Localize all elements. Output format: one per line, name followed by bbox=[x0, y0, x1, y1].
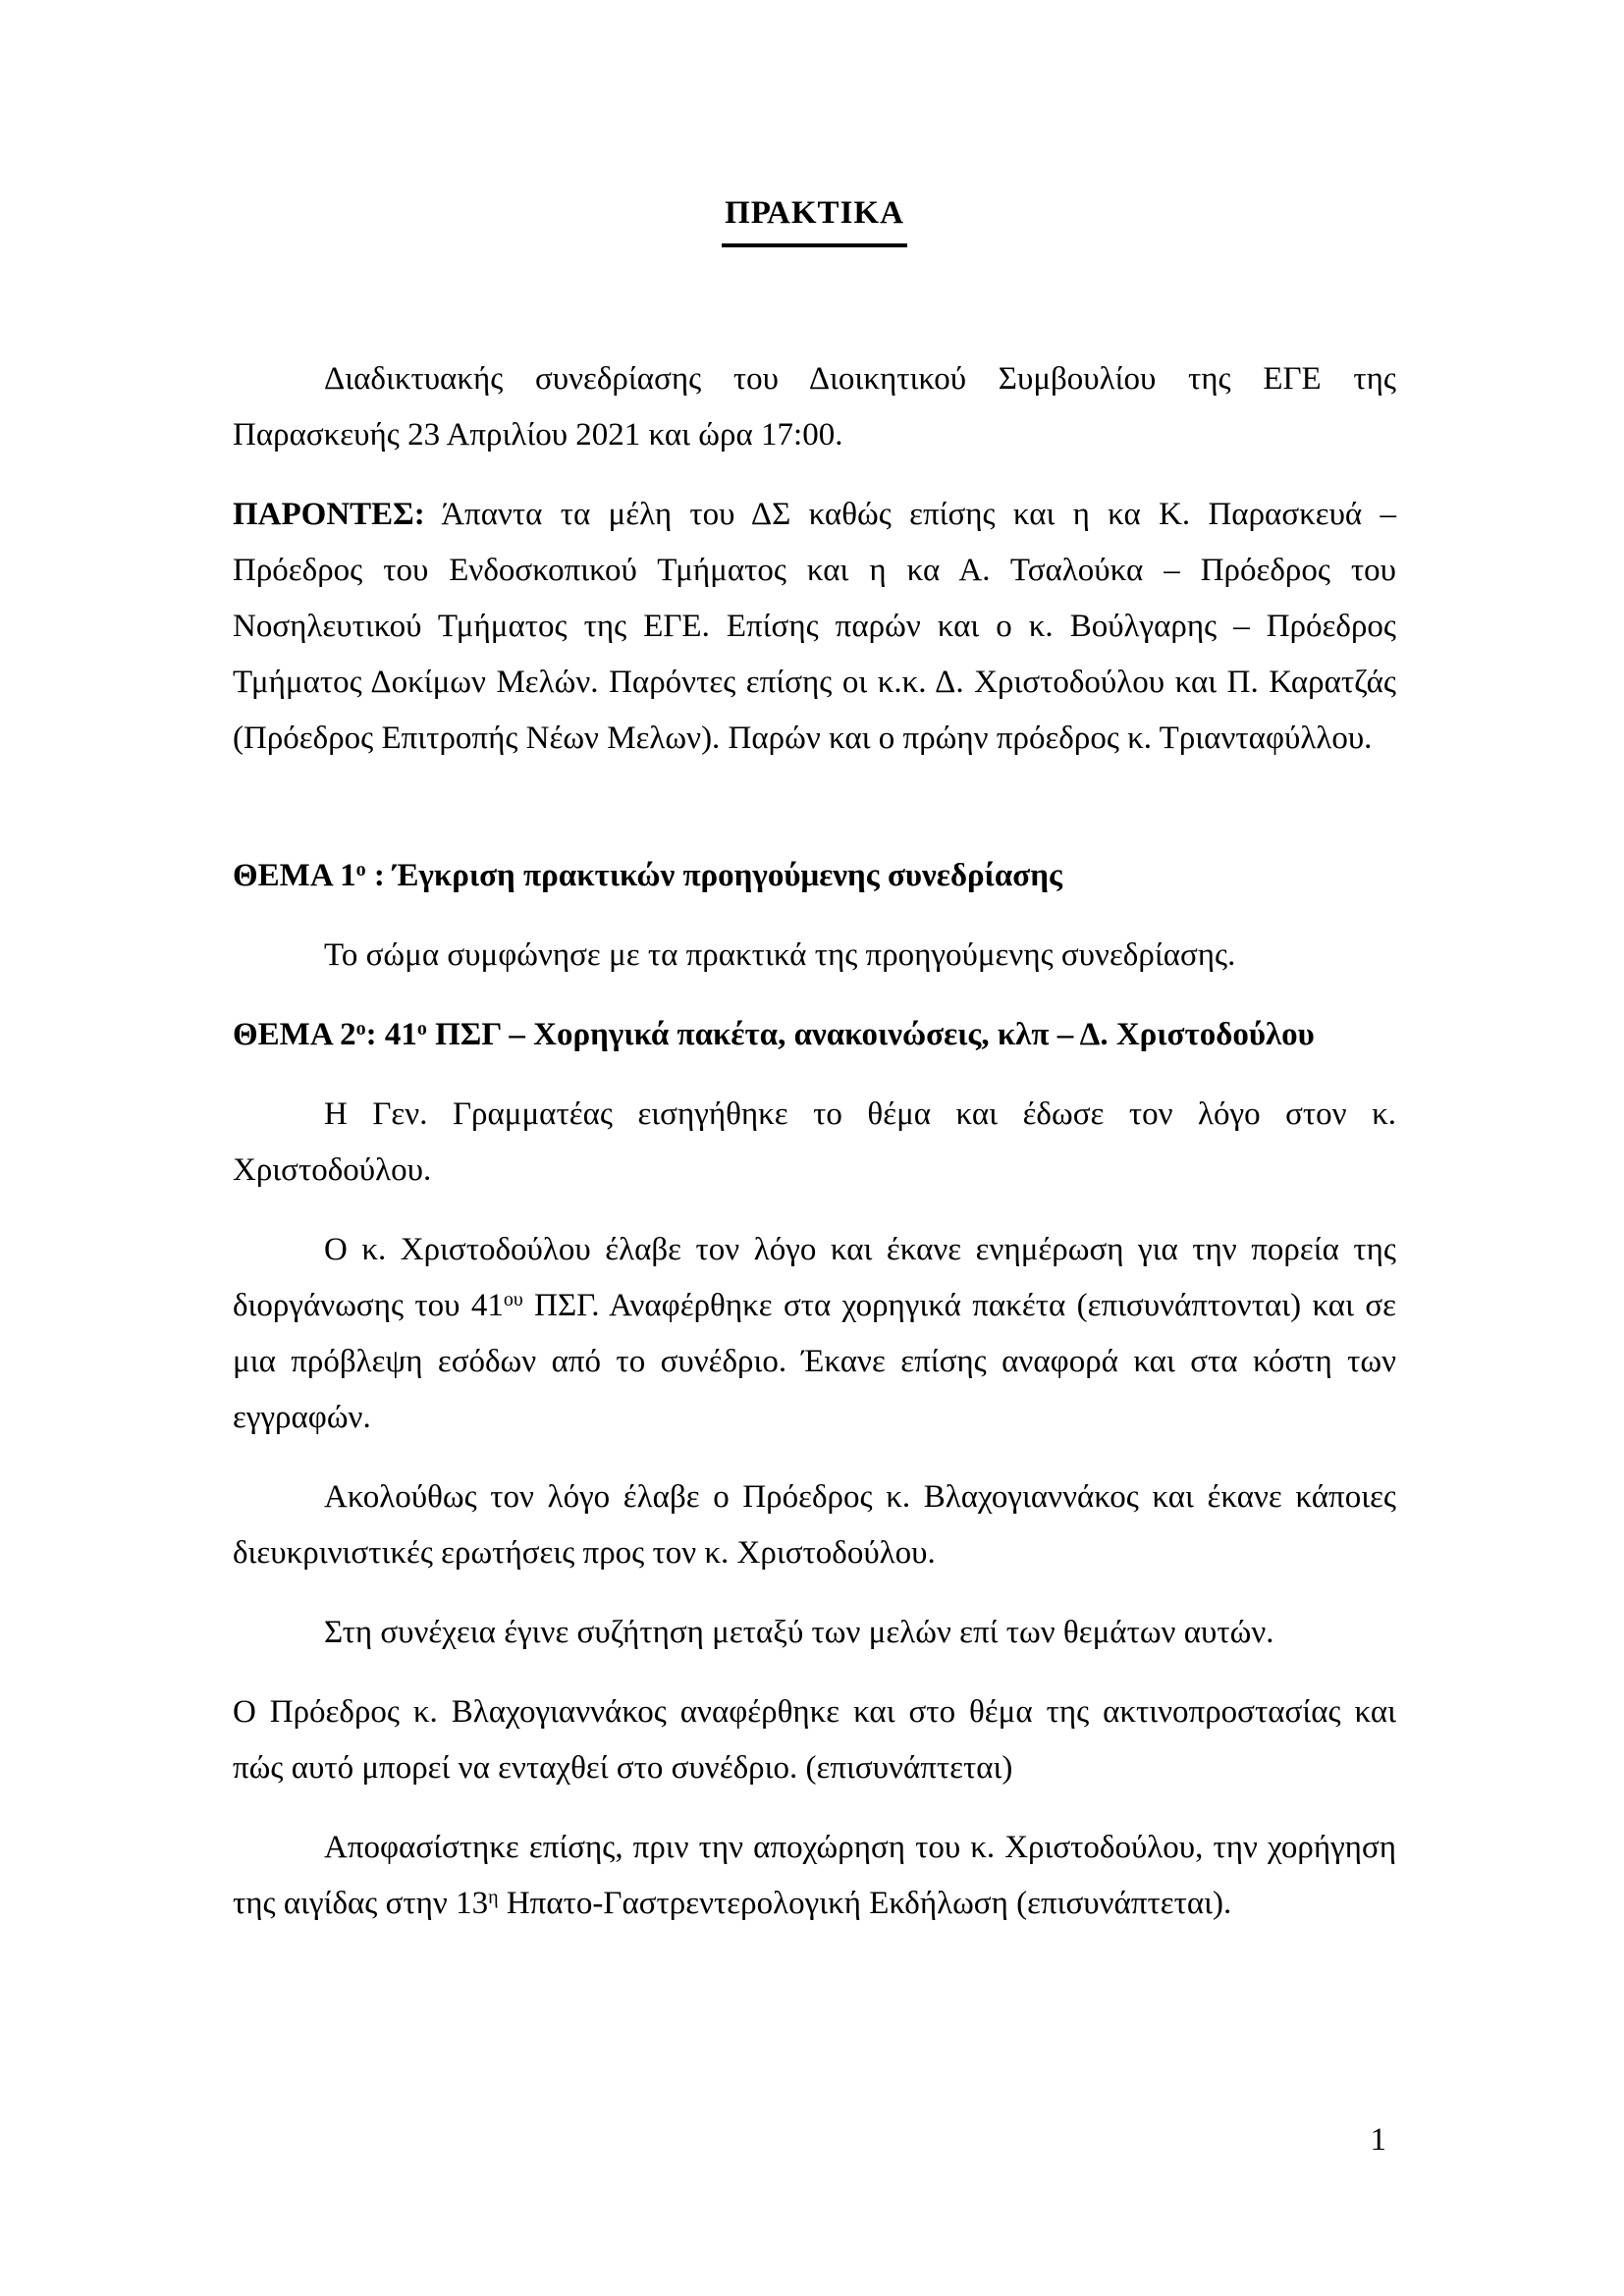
topic-2-paragraph-4: Στη συνέχεια έγινε συζήτηση μεταξύ των μελών επί των θεμάτων αυτών. bbox=[324, 1615, 1274, 1650]
document-title-text: ΠΡΑΚΤΙΚΑ bbox=[722, 186, 907, 247]
document-body bbox=[233, 351, 1396, 1932]
topic-1-body-paragraph: Το σώμα συμφώνησε με τα πρακτικά της προηγούμενης συνεδρίασης. bbox=[324, 937, 1236, 973]
document-title bbox=[233, 186, 1396, 247]
topic-2-paragraph-6: Αποφασίστηκε επίσης, πριν την αποχώρηση του κ. Χριστοδούλου, την χορήγηση της αιγίδας στην $13^\eta$ Ηπατο-Γαστρεντερολογική Εκδήλωση (επισυνάπτεται). bbox=[233, 1830, 1396, 1921]
topic-2-paragraph-1: Η Γεν. Γραμματέας εισηγήθηκε το θέμα και έδωσε τον λόγο στον κ. Χριστοδούλου. bbox=[233, 1096, 1396, 1188]
intro-paragraph: Διαδικτυακής συνεδρίασης του Διοικητικού Συμβουλίου της ΕΓΕ της Παρασκευής 23 Απριλίου 2021 και ώρα 17:00. bbox=[233, 361, 1396, 453]
attendees-paragraph: ΠΑΡΟΝΤΕΣ: Άπαντα τα μέλη του ΔΣ καθώς επίσης και η κα Κ. Παρασκευά – Πρόεδρος του Ενδοσκοπικού Τμήματος και η κα Α. Τσαλούκα – Πρόεδρος του Νοσηλευτικού Τμήματος της ΕΓΕ. Επίσης παρών και ο κ. Βούλγαρης – Πρόεδρος Τμήματος Δοκίμων Μελών. Παρόντες επίσης οι κ.κ. Δ. Χριστοδούλου και Π. Καρατζάς (Πρόεδρος Επιτροπής Νέων Μελων). Παρών και ο πρώην πρόεδρος κ. Τριανταφύλλου. bbox=[233, 497, 1396, 756]
topic-2-paragraph-3: Ακολούθως τον λόγο έλαβε ο Πρόεδρος κ. Βλαχογιαννάκος και έκανε κάποιες διευκρινιστικές ερωτήσεις προς τον κ. Χριστοδούλου. bbox=[233, 1479, 1396, 1571]
topic-2-paragraph-5: Ο Πρόεδρος κ. Βλαχογιαννάκος αναφέρθηκε και στο θέμα της ακτινοπροστασίας και πώς αυτό μπορεί να ενταχθεί στο συνέδριο. (επισυνάπτεται) bbox=[233, 1694, 1396, 1786]
topic-1-heading: ΘΕΜΑ $1^o$ : Έγκριση πρακτικών προηγούμενης συνεδρίασης bbox=[233, 858, 1062, 893]
topic-2-paragraph-2: Ο κ. Χριστοδούλου έλαβε τον λόγο και έκανε ενημέρωση για την πορεία της διοργάνωσης του $41^{o\upsilon}$ ΠΣΓ. Αναφέρθηκε στα χορηγικά πακέτα (επισυνάπτονται) και σε μια πρόβλεψη εσόδων από το συνέδριο. Έκανε επίσης αναφορά και στα κόστη των εγγραφών. bbox=[233, 1232, 1396, 1435]
page-number: 1 bbox=[1370, 2122, 1386, 2158]
document-content bbox=[233, 186, 1396, 1955]
topic-2-heading: ΘΕΜΑ $2^o$: $41^o$ ΠΣΓ – Χορηγικά πακέτα, ανακοινώσεις, κλπ – Δ. Χριστοδούλου bbox=[233, 1017, 1315, 1052]
